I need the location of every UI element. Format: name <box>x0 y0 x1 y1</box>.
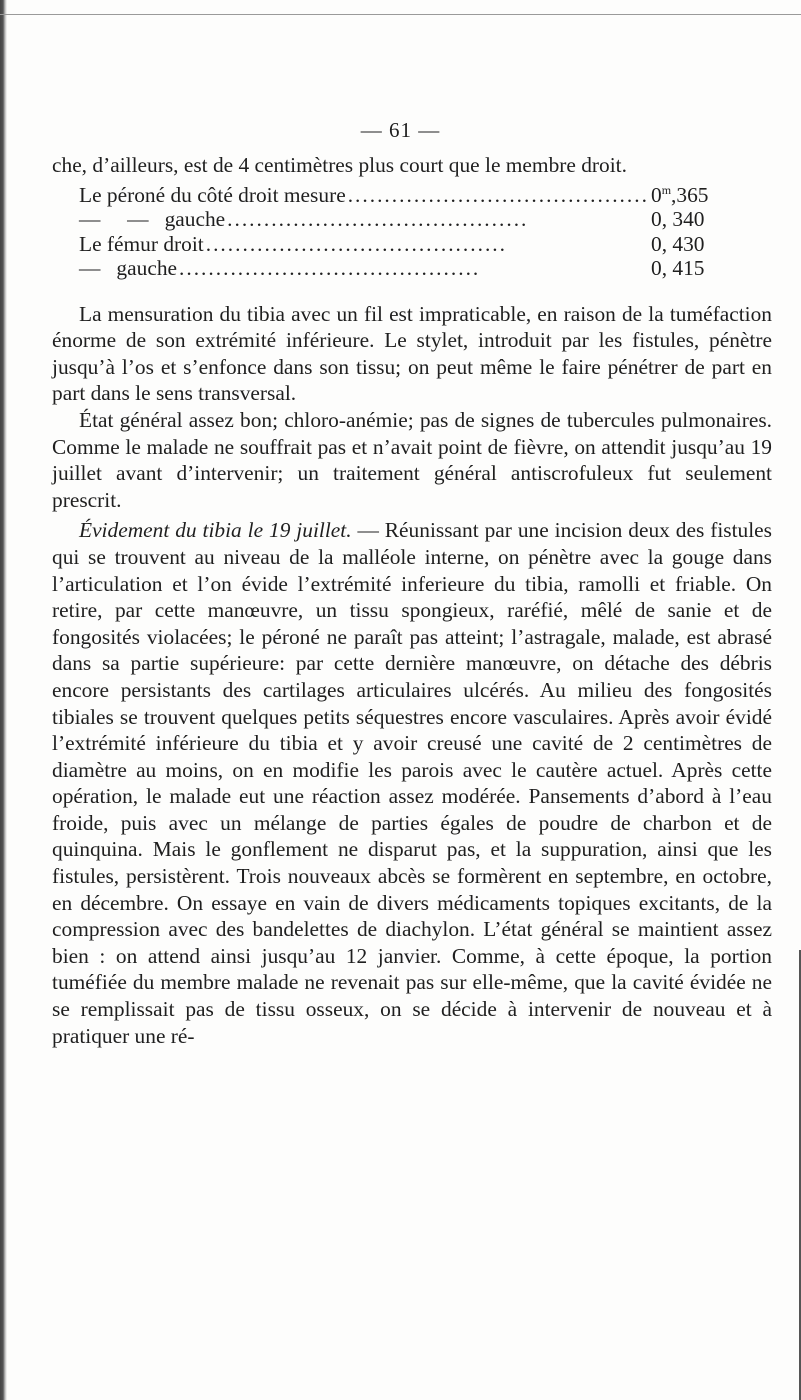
measurement-value: 0, 415 <box>651 256 705 281</box>
leader-dots: ......................................... <box>227 207 529 232</box>
measurement-label: Le fémur droit <box>79 231 204 256</box>
measurement-row <box>79 183 719 208</box>
leader-dots: ......................................... <box>205 231 507 256</box>
measurement-value: 0$^m$,365 <box>651 182 709 207</box>
page-number: — 61 — <box>360 118 441 142</box>
page-binding-shadow <box>0 0 7 1400</box>
paragraph-mensuration: La mensuration du tibia avec un fil est impraticable, en raison de la tuméfaction énorme de son extrémité inférieure. Le stylet, introduit par les fistules, pénètre jusqu’à l’os et s’enfonce dans son tissu; on peut même le faire pénétrer de part en part dans le sens transversal. <box>52 301 772 406</box>
measurement-row <box>79 232 719 257</box>
measurement-table <box>52 183 772 281</box>
scan-top-edge <box>0 14 801 15</box>
measurement-label: — gauche <box>79 256 178 281</box>
body-text <box>52 152 772 1049</box>
measurement-value: 0, 430 <box>651 231 705 256</box>
measurement-row <box>79 256 719 281</box>
section-heading: Évidement du tibia le 19 juillet. <box>79 518 352 543</box>
paragraph-body: — Réunissant par une incision deux des fistules qui se trouvent au niveau de la malléole interne, on pénètre avec la gouge dans l’articulation et l’on évide l’extrémité inferieure du tibia, ramolli et friable. On retire, par cette manœuvre, un tissu spongieux, raréfié, mêlé de sanie et de fongosités violacées; le péroné ne paraît pas atteint; l’astragale, malade, est abrasé dans sa partie supérieure: par cette dernière manœuvre, on détache des débris encore persistants des cartilages articulaires ulcérés. Au milieu des fongosités tibiales se trouvent quelques petits séquestres encore vasculaires. Après avoir évidé l’extrémité inférieure du tibia et y avoir creusé une cavité de 2 centimètres de diamètre au moins, on en modifie les parois avec le cautère actuel. Après cette opération, le malade eut une réaction assez modérée. Pansements d’abord à l’eau froide, puis avec un mélange de parties égales de poudre de charbon et de quinquina. Mais le gonflement ne disparut pas, et la suppuration, ainsi que les fistules, persistèrent. Trois nouveaux abcès se formèrent en septembre, en octobre, en décembre. On essaye en vain de divers médicaments topiques excitants, de la compression avec des bandelettes de diachylon. L’état général se maintient assez bien : on attend ainsi jusqu’au 12 janvier. Comme, à cette époque, la portion tuméfiée du membre malade ne revenait pas sur elle-même, que la cavité évidée ne se remplissait pas de tissu osseux, on se décide à intervenir de nouveau et à pratiquer une ré- <box>52 518 772 1048</box>
measurement-value: 0, 340 <box>651 207 705 232</box>
opening-paragraph: che, d’ailleurs, est de 4 centimètres plus court que le membre droit. <box>52 153 627 177</box>
paragraph-etat-general: État général assez bon; chloro-anémie; pas de signes de tubercules pulmonaires. Comme le malade ne souffrait pas et n’avait point de fièvre, on attendit jusqu’au 19 juillet avant d’intervenir; un traitement général antiscrofuleux fut seulement prescrit. <box>52 407 772 512</box>
leader-dots: ......................................... <box>179 256 481 281</box>
spacer <box>52 287 772 301</box>
paragraph-evidement <box>52 517 772 1049</box>
measurement-label: Le péroné du côté droit mesure <box>79 182 346 207</box>
measurement-label: — — gauche <box>79 207 226 232</box>
measurement-row <box>79 207 719 232</box>
leader-dots: ......................................... <box>347 182 649 207</box>
